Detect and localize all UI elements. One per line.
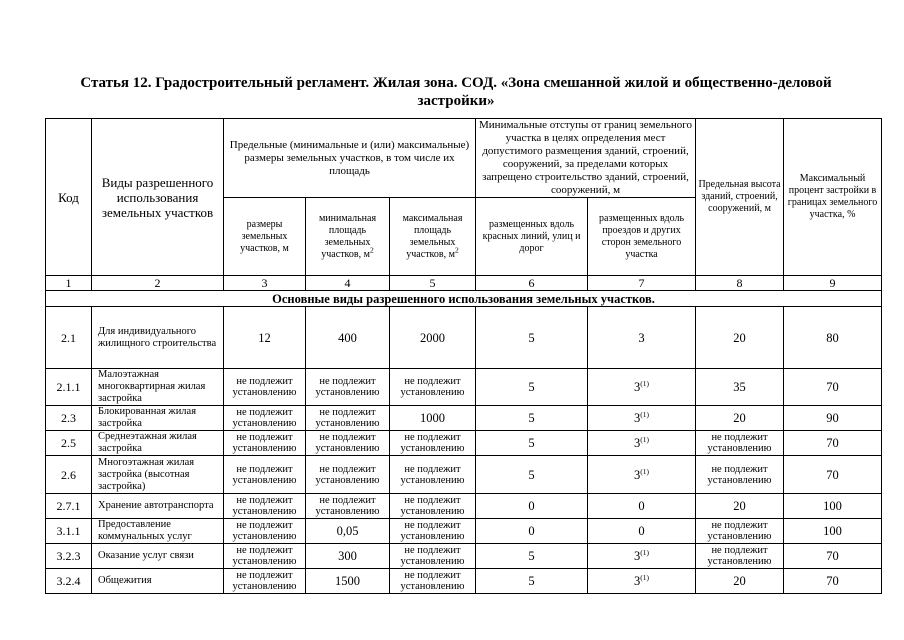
row-percent: 70 (784, 431, 882, 456)
row-height: не подлежит установлению (696, 519, 784, 544)
row-setback-other: 0 (588, 519, 696, 544)
row-code: 2.5 (46, 431, 92, 456)
table-row (46, 544, 882, 569)
row-percent: 100 (784, 519, 882, 544)
column-number: 4 (306, 276, 390, 291)
row-size: не подлежит установлению (224, 494, 306, 519)
row-setback-red: 5 (476, 431, 588, 456)
header-max-percent: Максимальный процент застройки в границах земельного участка, % (784, 119, 882, 276)
row-height: не подлежит установлению (696, 456, 784, 494)
column-number: 1 (46, 276, 92, 291)
row-max-area: не подлежит установлению (390, 544, 476, 569)
row-code: 3.2.3 (46, 544, 92, 569)
table-row (46, 569, 882, 594)
row-size: не подлежит установлению (224, 369, 306, 406)
row-setback-other: 3$^{(1)}$ (588, 456, 696, 494)
header-plot-sizes-group: Предельные (минимальные и (или) максимальные) размеры земельных участков, в том числе их площадь (224, 119, 476, 198)
row-code: 2.7.1 (46, 494, 92, 519)
row-name: Блокированная жилая застройка (92, 406, 224, 431)
row-height: 35 (696, 369, 784, 406)
header-use-types: Виды разрешенного использования земельных участков (92, 119, 224, 276)
row-min-area: 1500 (306, 569, 390, 594)
row-setback-other: 3$^{(1)}$ (588, 369, 696, 406)
row-min-area: не подлежит установлению (306, 431, 390, 456)
row-name: Хранение автотранспорта (92, 494, 224, 519)
row-percent: 100 (784, 494, 882, 519)
row-setback-red: 5 (476, 569, 588, 594)
header-setback-other: размещенных вдоль проездов и других сторон земельного участка (588, 198, 696, 276)
row-percent: 80 (784, 307, 882, 369)
header-code: Код (46, 119, 92, 276)
row-code: 2.6 (46, 456, 92, 494)
row-setback-red: 0 (476, 494, 588, 519)
row-size: не подлежит установлению (224, 544, 306, 569)
row-min-area: не подлежит установлению (306, 369, 390, 406)
row-code: 2.1 (46, 307, 92, 369)
row-name: Среднеэтажная жилая застройка (92, 431, 224, 456)
row-setback-other: 3 (588, 307, 696, 369)
regulation-table (45, 118, 882, 594)
row-height: 20 (696, 307, 784, 369)
column-number: 5 (390, 276, 476, 291)
table-row (46, 431, 882, 456)
table-row (46, 307, 882, 369)
header-setback-red-lines: размещенных вдоль красных линий, улиц и дорог (476, 198, 588, 276)
row-max-area: не подлежит установлению (390, 431, 476, 456)
row-max-area: не подлежит установлению (390, 519, 476, 544)
row-code: 3.2.4 (46, 569, 92, 594)
row-setback-red: 0 (476, 519, 588, 544)
row-min-area: 0,05 (306, 519, 390, 544)
header-max-height: Предельная высота зданий, строений, сооружений, м (696, 119, 784, 276)
row-name: Малоэтажная многоквартирная жилая застройка (92, 369, 224, 406)
row-max-area: не подлежит установлению (390, 369, 476, 406)
row-min-area: 300 (306, 544, 390, 569)
row-code: 2.1.1 (46, 369, 92, 406)
row-setback-other: 3$^{(1)}$ (588, 406, 696, 431)
section-title: Основные виды разрешенного использования земельных участков. (46, 291, 882, 307)
column-number: 9 (784, 276, 882, 291)
row-max-area: 2000 (390, 307, 476, 369)
row-size: не подлежит установлению (224, 456, 306, 494)
row-min-area: 400 (306, 307, 390, 369)
row-setback-red: 5 (476, 456, 588, 494)
header-plot-sizes: размеры земельных участков, м (224, 198, 306, 276)
row-max-area: не подлежит установлению (390, 456, 476, 494)
header-max-area-sup: 2 (454, 245, 459, 255)
row-percent: 70 (784, 369, 882, 406)
column-number: 3 (224, 276, 306, 291)
row-size: 12 (224, 307, 306, 369)
row-percent: 70 (784, 456, 882, 494)
row-setback-red: 5 (476, 406, 588, 431)
table-row (46, 519, 882, 544)
row-setback-red: 5 (476, 307, 588, 369)
row-max-area: не подлежит установлению (390, 494, 476, 519)
row-height: 20 (696, 569, 784, 594)
column-number: 2 (92, 276, 224, 291)
row-size: не подлежит установлению (224, 569, 306, 594)
row-setback-other: 3$^{(1)}$ (588, 569, 696, 594)
row-percent: 70 (784, 569, 882, 594)
header-min-area-sup: 2 (369, 245, 374, 255)
row-min-area: не подлежит установлению (306, 406, 390, 431)
row-code: 2.3 (46, 406, 92, 431)
table-row (46, 494, 882, 519)
row-max-area: не подлежит установлению (390, 569, 476, 594)
header-max-area: максимальная площадь земельных участков, $м^2$ (390, 198, 476, 276)
row-min-area: не подлежит установлению (306, 456, 390, 494)
header-min-area: минимальная площадь земельных участков, $м^2$ (306, 198, 390, 276)
document-title: Статья 12. Градостроительный регламент. Жилая зона. СОД. «Зона смешанной жилой и общественно-деловой застройки» (80, 75, 832, 109)
column-number: 6 (476, 276, 588, 291)
column-number: 7 (588, 276, 696, 291)
row-setback-red: 5 (476, 544, 588, 569)
row-setback-other: 3$^{(1)}$ (588, 431, 696, 456)
row-name: Общежития (92, 569, 224, 594)
row-max-area: 1000 (390, 406, 476, 431)
row-size: не подлежит установлению (224, 431, 306, 456)
row-percent: 70 (784, 544, 882, 569)
row-height: 20 (696, 494, 784, 519)
table-row (46, 406, 882, 431)
row-setback-other: 0 (588, 494, 696, 519)
column-number: 8 (696, 276, 784, 291)
row-setback-red: 5 (476, 369, 588, 406)
row-name: Оказание услуг связи (92, 544, 224, 569)
row-code: 3.1.1 (46, 519, 92, 544)
row-min-area: не подлежит установлению (306, 494, 390, 519)
row-height: 20 (696, 406, 784, 431)
row-height: не подлежит установлению (696, 431, 784, 456)
row-setback-other: 3$^{(1)}$ (588, 544, 696, 569)
table-row (46, 456, 882, 494)
row-name: Для индивидуального жилищного строительства (92, 307, 224, 369)
table-row (46, 369, 882, 406)
row-name: Многоэтажная жилая застройка (высотная застройка) (92, 456, 224, 494)
header-setbacks-group: Минимальные отступы от границ земельного участка в целях определения мест допустимого размещения зданий, строений, сооружений, за пределами которых запрещено строительство зданий, строений, сооружений, м (476, 119, 696, 198)
row-size: не подлежит установлению (224, 406, 306, 431)
row-percent: 90 (784, 406, 882, 431)
row-size: не подлежит установлению (224, 519, 306, 544)
row-name: Предоставление коммунальных услуг (92, 519, 224, 544)
column-numbers-row (46, 276, 882, 291)
row-height: не подлежит установлению (696, 544, 784, 569)
